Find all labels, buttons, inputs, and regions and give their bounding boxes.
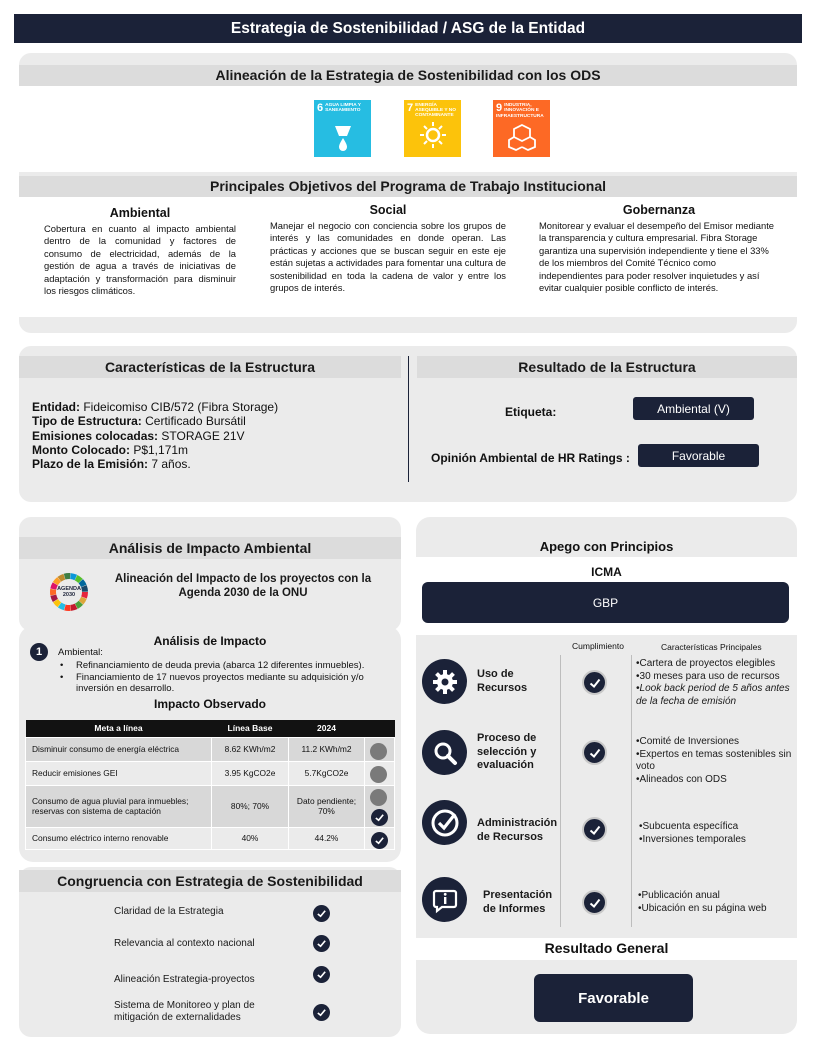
principle-bullet: •Subcuenta específica xyxy=(639,821,739,832)
cell-base: 40% xyxy=(212,827,289,849)
principle-bullet: •Look back period de 5 años antes de la fecha de emisión xyxy=(636,683,790,707)
cell-base: 3.95 KgCO2e xyxy=(212,761,289,785)
principle-label: Presentación de Informes xyxy=(483,889,553,915)
structure-divider xyxy=(408,356,409,482)
congruence-item: Sistema de Monitoreo y plan de mitigación de externalidades xyxy=(114,1000,255,1023)
status-pending-icon xyxy=(370,743,387,760)
congruence-check-icon xyxy=(313,1004,330,1021)
agenda-2030-logo xyxy=(49,572,89,612)
etiqueta-label: Etiqueta: xyxy=(505,405,557,419)
principle-bullet: •30 meses para uso de recursos xyxy=(636,670,780,682)
agenda-alignment-text: Alineación del Impacto de los proyectos con la Agenda 2030 de la ONU xyxy=(114,573,372,599)
check-circle-icon xyxy=(422,800,467,845)
principle-bullet: •Expertos en temas sostenibles sin voto xyxy=(636,748,792,773)
icma-label: ICMA xyxy=(591,565,622,579)
analysis-sub-heading: Análisis de Impacto xyxy=(153,634,267,648)
principle-bullets xyxy=(638,890,798,915)
objectives-heading xyxy=(19,176,797,197)
sdg-9-icon xyxy=(493,100,550,157)
impact-table xyxy=(25,720,395,850)
ods-heading xyxy=(19,65,797,86)
gear-icon xyxy=(422,659,467,704)
congruence-check-icon xyxy=(313,966,330,983)
table-row xyxy=(26,737,395,761)
sdg-6-label: AGUA LIMPIA Y SANEAMIENTO xyxy=(325,103,361,113)
principle-check-icon xyxy=(582,740,607,765)
objectives-heading-text: Principales Objetivos del Programa de Trabajo Institucional xyxy=(210,178,606,194)
characteristics-list xyxy=(32,400,402,471)
sdg-6-number: 6 xyxy=(317,102,324,114)
status-pending-icon xyxy=(370,789,387,806)
page-title: Estrategia de Sostenibilidad / ASG de la Entidad xyxy=(230,19,586,37)
principle-bullet: •Alineados con ODS xyxy=(636,773,727,785)
principle-bullet: •Publicación anual xyxy=(638,890,720,901)
result-structure-heading xyxy=(417,356,797,378)
opinion-value: Favorable xyxy=(638,444,759,467)
congruence-item: Relevancia al contexto nacional xyxy=(114,938,255,949)
impact-heading-text: Análisis de Impacto Ambiental xyxy=(108,540,312,556)
cell-base: 80%; 70% xyxy=(212,785,289,827)
char-plazo: Plazo de la Emisión: 7 años. xyxy=(32,457,191,472)
characteristics-heading-text: Características de la Estructura xyxy=(104,359,316,375)
sdg-6-icon xyxy=(314,100,371,157)
impact-table-wrap xyxy=(25,720,395,850)
congruence-item: Claridad de la Estrategia xyxy=(114,906,224,917)
th-base: Línea Base xyxy=(212,720,289,737)
objective-ambiental-text: Cobertura en cuanto al impacto ambiental dentro de la comunidad y factores de consumo de electricidad, además de la gestión de agua a través de iniciativas de adaptación y transformación para disminuir los riesgos climáticos. xyxy=(44,223,236,297)
objective-social-title: Social xyxy=(369,203,407,217)
impact-heading xyxy=(19,537,401,559)
col-cumplimiento: Cumplimiento xyxy=(572,641,624,651)
principle-label: Administración de Recursos xyxy=(477,817,558,843)
table-row xyxy=(26,785,395,827)
table-header-row xyxy=(26,720,395,737)
gbp-box xyxy=(422,582,789,623)
objective-social xyxy=(270,203,506,294)
congruence-item: Alineación Estrategia-proyectos xyxy=(114,974,255,985)
principle-bullet: •Ubicación en su página web xyxy=(638,902,767,914)
status-check-icon xyxy=(371,809,388,826)
cell-2024: 44.2% xyxy=(289,827,365,849)
ods-heading-text: Alineación de la Estrategia de Sostenibilidad con los ODS xyxy=(215,67,601,83)
cell-2024: 5.7KgCO2e xyxy=(289,761,365,785)
congruence-heading-text: Congruencia con Estrategia de Sostenibilidad xyxy=(57,873,363,889)
observed-heading: Impacto Observado xyxy=(153,697,267,711)
cell-meta: Consumo de agua pluvial para inmuebles; reservas con sistema de captación xyxy=(26,785,212,827)
cell-meta: Disminuir consumo de energía eléctrica xyxy=(26,737,212,761)
char-tipo: Tipo de Estructura: Certificado Bursátil xyxy=(32,414,246,429)
characteristics-heading xyxy=(19,356,401,378)
analysis-intro: Ambiental: xyxy=(58,647,103,658)
sdg-9-label: INDUSTRIA, INNOVACIÓN E INFRAESTRUCTURA xyxy=(496,103,544,119)
analysis-number: 1 xyxy=(35,646,43,658)
sdg-9-number: 9 xyxy=(496,102,503,114)
cell-base: 8.62 KWh/m2 xyxy=(212,737,289,761)
general-result-value-text: Favorable xyxy=(578,989,649,1007)
char-entidad: Entidad: Fideicomiso CIB/572 (Fibra Storage) xyxy=(32,400,279,414)
analysis-bullet: • Financiamiento de 17 nuevos proyectos mediante su adquisición y/o inversión en desarrollo. xyxy=(60,671,364,695)
cell-meta: Reducir emisiones GEI xyxy=(26,761,212,785)
cell-meta: Consumo eléctrico interno renovable xyxy=(26,827,212,849)
principle-bullet: •Comité de Inversiones xyxy=(636,736,740,747)
magnifier-icon xyxy=(422,730,467,775)
col-divider-2 xyxy=(631,655,632,927)
cell-2024: 11.2 KWh/m2 xyxy=(289,737,365,761)
etiqueta-value: Ambiental (V) xyxy=(633,397,754,420)
char-monto: Monto Colocado: P$1,171m xyxy=(32,442,189,457)
analysis-bullet: • Refinanciamiento de deuda previa (abarca 12 diferentes inmuebles). xyxy=(60,660,365,671)
char-emisiones: Emisiones colocadas: STORAGE 21V xyxy=(32,428,245,443)
agenda-2030-logo-text: AGENDA 2030 xyxy=(57,586,81,598)
sdg-7-icon xyxy=(404,100,461,157)
result-structure-heading-text: Resultado de la Estructura xyxy=(518,359,696,375)
table-row xyxy=(26,827,395,849)
col-divider-1 xyxy=(560,655,561,927)
principle-bullets xyxy=(636,736,796,786)
principle-check-icon xyxy=(582,890,607,915)
principle-label: Uso de Recursos xyxy=(477,668,528,694)
principle-label: Proceso de selección y evaluación xyxy=(477,732,537,771)
principle-check-icon xyxy=(582,670,607,695)
principle-bullet: •Cartera de proyectos elegibles xyxy=(636,658,776,669)
analysis-number-badge xyxy=(30,643,48,661)
cell-2024: Dato pendiente; 70% xyxy=(289,785,365,827)
th-status xyxy=(365,720,395,737)
principle-bullets xyxy=(636,658,796,708)
general-result-value xyxy=(534,974,693,1022)
gbp-label: GBP xyxy=(592,595,619,610)
sdg-7-label: ENERGÍA ASEQUIBLE Y NO CONTAMINANTE xyxy=(415,103,456,118)
th-2024: 2024 xyxy=(289,720,365,737)
principles-heading: Apego con Principios xyxy=(539,539,674,554)
general-result-heading: Resultado General xyxy=(544,940,669,956)
principle-bullet: •Inversiones temporales xyxy=(639,833,746,845)
objective-ambiental xyxy=(44,206,236,297)
table-row xyxy=(26,761,395,785)
analysis-bullets xyxy=(60,660,400,695)
objective-gobernanza-title: Gobernanza xyxy=(622,203,696,217)
objective-gobernanza xyxy=(539,203,779,294)
opinion-label: Opinión Ambiental de HR Ratings : xyxy=(431,451,630,465)
principle-check-icon xyxy=(582,817,607,842)
status-check-icon xyxy=(371,832,388,849)
objective-gobernanza-text: Monitorear y evaluar el desempeño del Emisor mediante la transparencia y cultura empresarial. Fibra Storage garantiza una supervisión independiente y tiene el 33% de los miembros del Comité Técnico como independientes para poder resolver inquietudes y así evitar cualquier posible conflicto de interés. xyxy=(539,220,775,294)
congruence-check-icon xyxy=(313,905,330,922)
info-chat-icon xyxy=(422,877,467,922)
col-caracteristicas: Características Principales xyxy=(661,642,762,652)
page-title-bar xyxy=(14,14,802,43)
th-meta: Meta a línea xyxy=(26,720,212,737)
congruence-heading xyxy=(19,870,401,892)
congruence-check-icon xyxy=(313,935,330,952)
status-pending-icon xyxy=(370,766,387,783)
principle-bullets xyxy=(639,821,799,846)
objective-social-text: Manejar el negocio con conciencia sobre los grupos de interés y las comunidades en donde operan. Las prácticas y acciones que se buscan seguir en este eje están sujetas a actividades para fomentar una cultura de sostenibilidad en toda la cadena de valor y entre los grupos de interés. xyxy=(270,220,506,294)
sdg-7-number: 7 xyxy=(407,102,414,114)
objective-ambiental-title: Ambiental xyxy=(109,206,171,220)
